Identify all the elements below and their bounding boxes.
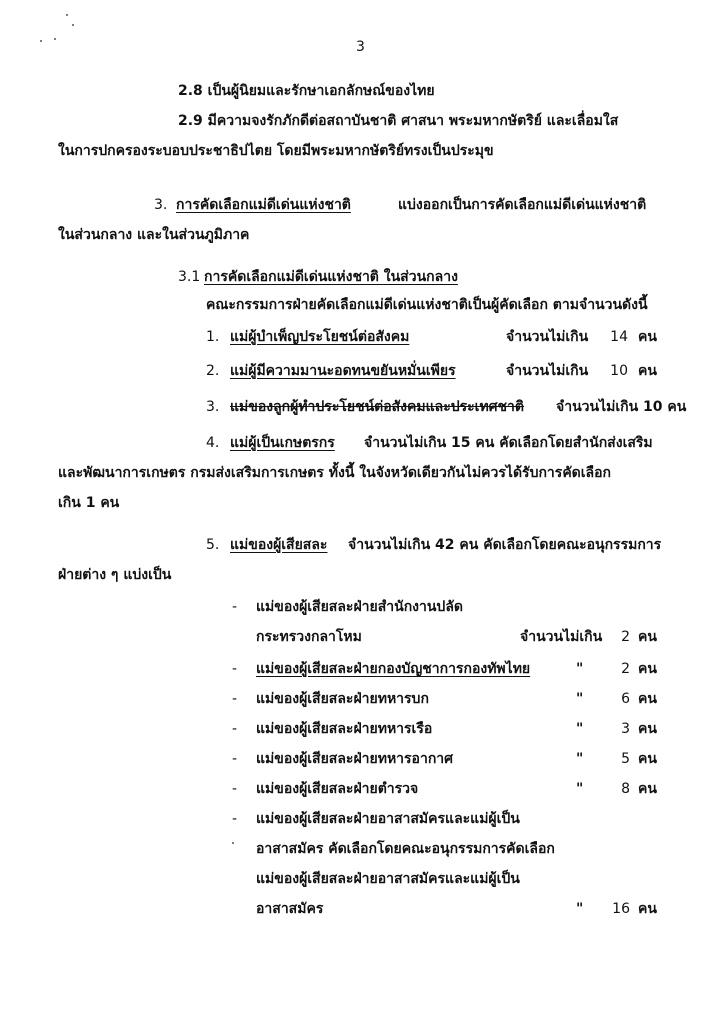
item-3-number: 3. bbox=[206, 399, 220, 415]
item-5-number: 5. bbox=[206, 537, 220, 553]
section-3-1-title: การคัดเลือกแม่ดีเด่นแห่งชาติ ในส่วนกลาง bbox=[204, 269, 458, 285]
sub-3-dash: - bbox=[232, 691, 238, 707]
item-2-limit: จำนวนไม่เกิน bbox=[506, 363, 589, 379]
sub-1-line2: กระทรวงกลาโหม bbox=[256, 629, 362, 645]
sub-5-unit: คน bbox=[638, 751, 657, 767]
item-2-count: 10 bbox=[610, 363, 628, 379]
sub-5-limit: " bbox=[576, 751, 584, 767]
sub-6-count: 8 bbox=[621, 781, 630, 797]
item-2-label: แม่ผู้มีความมานะอดทนขยันหมั่นเพียร bbox=[230, 363, 456, 379]
sub-7-line1: แม่ของผู้เสียสละฝ่ายอาสาสมัครและแม่ผู้เป็น bbox=[256, 811, 520, 827]
sub-2-line1: แม่ของผู้เสียสละฝ่ายกองบัญชาการกองทัพไทย bbox=[256, 661, 531, 677]
sub-5-line1: แม่ของผู้เสียสละฝ่ายทหารอากาศ bbox=[256, 751, 454, 767]
sub-6-unit: คน bbox=[638, 781, 657, 797]
sub-2-limit: " bbox=[576, 661, 584, 677]
sub-7-line4: อาสาสมัคร bbox=[256, 901, 324, 917]
section-3-text-line2: ในส่วนกลาง และในส่วนภูมิภาค bbox=[58, 227, 250, 243]
sub-1-line1: แม่ของผู้เสียสละฝ่ายสำนักงานปลัด bbox=[256, 599, 463, 615]
section-3-1-number: 3.1 bbox=[178, 269, 201, 285]
sub-7-unit: คน bbox=[638, 901, 657, 917]
sub-4-unit: คน bbox=[638, 721, 657, 737]
criterion-2-9-line1: 2.9 มีความจงรักภักดีต่อสถาบันชาติ ศาสนา พระมหากษัตริย์ และเลื่อมใส bbox=[178, 113, 619, 129]
item-1-unit: คน bbox=[638, 329, 657, 345]
criterion-2-8: 2.8 เป็นผู้นิยมและรักษาเอกลักษณ์ของไทย bbox=[178, 83, 435, 99]
item-4-text-line3: เกิน 1 คน bbox=[58, 495, 120, 511]
sub-6-line1: แม่ของผู้เสียสละฝ่ายตำรวจ bbox=[256, 781, 419, 797]
item-4-text-line2: และพัฒนาการเกษตร กรมส่งเสริมการเกษตร ทั้งนี้ ในจังหวัดเดียวกันไม่ควรได้รับการคัดเลือก bbox=[58, 465, 612, 481]
section-3-text-line1: แบ่งออกเป็นการคัดเลือกแม่ดีเด่นแห่งชาติ bbox=[398, 197, 647, 213]
sub-2-dash: - bbox=[232, 661, 238, 677]
sub-2-unit: คน bbox=[638, 661, 657, 677]
page-number: 3 bbox=[356, 39, 365, 55]
sub-4-count: 3 bbox=[621, 721, 630, 737]
sub-4-limit: " bbox=[576, 721, 584, 737]
sub-6-dash: - bbox=[232, 781, 238, 797]
sub-7-line3: แม่ของผู้เสียสละฝ่ายอาสาสมัครและแม่ผู้เป็น bbox=[256, 871, 520, 887]
item-1-number: 1. bbox=[206, 329, 220, 345]
sub-1-unit: คน bbox=[638, 629, 657, 645]
item-3-tail: จำนวนไม่เกิน 10 คน bbox=[556, 399, 687, 415]
sub-7-limit: " bbox=[576, 901, 584, 917]
sub-6-limit: " bbox=[576, 781, 584, 797]
criterion-2-9-line2: ในการปกครองระบอบประชาธิปไตย โดยมีพระมหากษัตริย์ทรงเป็นประมุข bbox=[58, 143, 494, 159]
item-1-count: 14 bbox=[610, 329, 628, 345]
section-3-number: 3. bbox=[154, 197, 168, 213]
sub-1-dash: - bbox=[232, 599, 238, 615]
sub-2-count: 2 bbox=[621, 661, 630, 677]
sub-1-limit: จำนวนไม่เกิน bbox=[520, 629, 603, 645]
sub-7-count: 16 bbox=[612, 901, 630, 917]
item-3-label: แม่ของลูกผู้ทำประโยชน์ต่อสังคมและประเทศชาติ bbox=[230, 399, 525, 415]
sub-1-count: 2 bbox=[621, 629, 630, 645]
sub-3-unit: คน bbox=[638, 691, 657, 707]
item-5-text-line2: ฝ่ายต่าง ๆ แบ่งเป็น bbox=[58, 567, 172, 583]
sub-3-line1: แม่ของผู้เสียสละฝ่ายทหารบก bbox=[256, 691, 429, 707]
item-2-unit: คน bbox=[638, 363, 657, 379]
sub-7-line2: อาสาสมัคร คัดเลือกโดยคณะอนุกรรมการคัดเลือก bbox=[256, 841, 555, 857]
scan-speck bbox=[72, 24, 74, 26]
item-4-number: 4. bbox=[206, 435, 220, 451]
item-4-text-line1: จำนวนไม่เกิน 15 คน คัดเลือกโดยสำนักส่งเสริม bbox=[364, 435, 653, 451]
item-1-label: แม่ผู้บำเพ็ญประโยชน์ต่อสังคม bbox=[230, 329, 410, 345]
item-5-text-line1: จำนวนไม่เกิน 42 คน คัดเลือกโดยคณะอนุกรรมการ bbox=[348, 537, 662, 553]
item-4-label: แม่ผู้เป็นเกษตรกร bbox=[230, 435, 335, 451]
sub-7-dash: - bbox=[232, 811, 238, 827]
scan-speck bbox=[54, 38, 56, 40]
section-3-1-intro: คณะกรรมการฝ่ายคัดเลือกแม่ดีเด่นแห่งชาติเป็นผู้คัดเลือก ตามจำนวนดังนี้ bbox=[206, 297, 648, 313]
scan-speck bbox=[66, 14, 68, 16]
sub-5-count: 5 bbox=[621, 751, 630, 767]
scan-speck bbox=[232, 842, 234, 844]
item-5-label: แม่ของผู้เสียสละ bbox=[230, 537, 328, 553]
sub-5-dash: - bbox=[232, 751, 238, 767]
sub-4-line1: แม่ของผู้เสียสละฝ่ายทหารเรือ bbox=[256, 721, 433, 737]
section-3-title: การคัดเลือกแม่ดีเด่นแห่งชาติ bbox=[176, 197, 351, 213]
scan-speck bbox=[40, 40, 42, 42]
sub-4-dash: - bbox=[232, 721, 238, 737]
item-1-limit: จำนวนไม่เกิน bbox=[506, 329, 589, 345]
sub-3-count: 6 bbox=[621, 691, 630, 707]
sub-3-limit: " bbox=[576, 691, 584, 707]
item-2-number: 2. bbox=[206, 363, 220, 379]
